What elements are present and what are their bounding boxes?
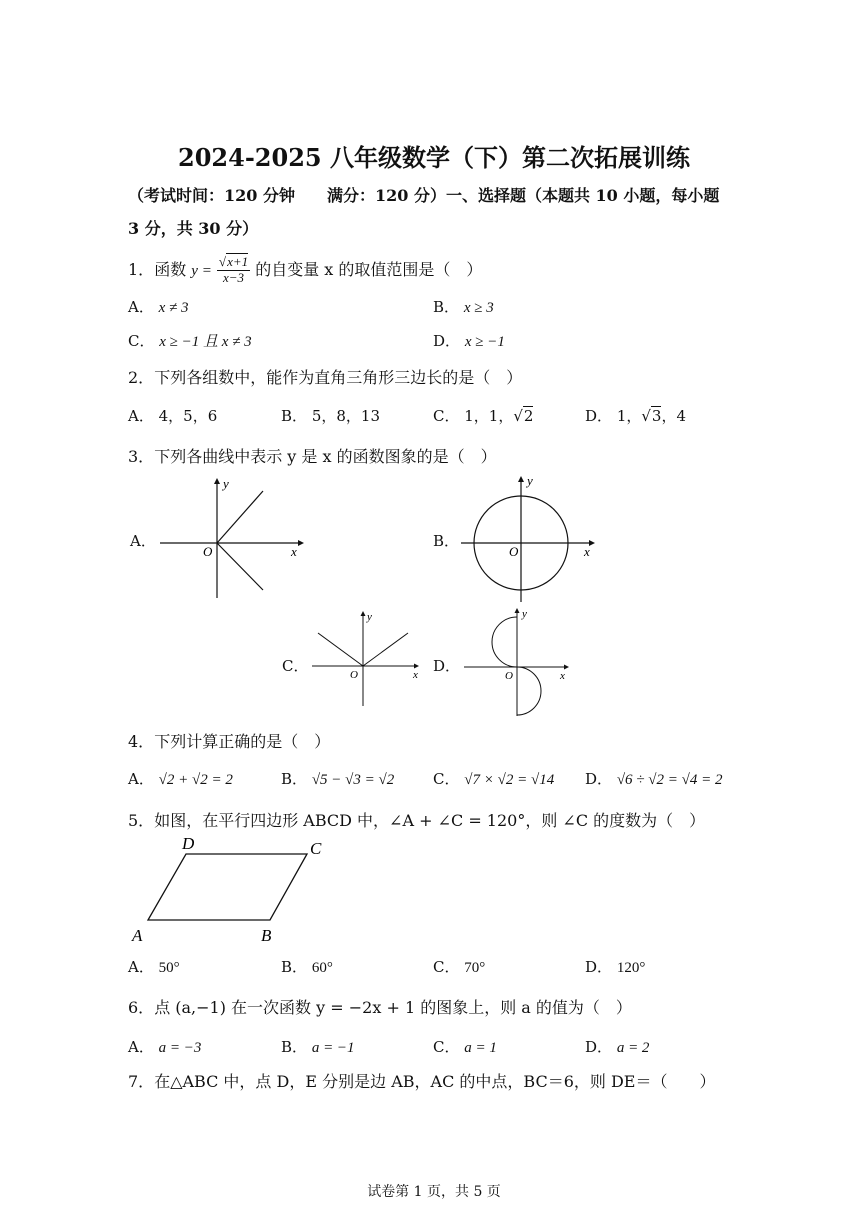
question-6-option-a[interactable]: A． a = −3 xyxy=(128,1038,202,1056)
question-4-option-b[interactable]: B． √5 − √3 = √2 xyxy=(281,770,395,788)
question-4-option-d[interactable]: D． √6 ÷ √2 = √4 = 2 xyxy=(585,770,723,788)
question-3-option-d[interactable]: D． xyxy=(433,657,461,675)
question-6-option-c[interactable]: C． a = 1 xyxy=(433,1038,497,1056)
graph-b-origin: O xyxy=(509,544,519,559)
question-1-fraction-denominator: x−3 xyxy=(222,269,245,285)
question-7: 7．在△ABC 中，点 D，E 分别是边 AB，AC 的中点，BC＝6，则 DE＝（ ） xyxy=(128,1072,716,1091)
graph-d-y-label: y xyxy=(522,608,527,620)
question-6-option-b[interactable]: B． a = −1 xyxy=(281,1038,355,1056)
question-2: 2．下列各组数中，能作为直角三角形三边长的是（ ） xyxy=(128,368,523,387)
graph-d-origin: O xyxy=(505,670,513,682)
question-1-option-d[interactable]: D． x ≥ −1 xyxy=(433,332,505,350)
page-footer: 试卷第 1 页，共 5 页 xyxy=(367,1184,501,1200)
question-1-fraction: $\frac{√x+1}{x-3}$ xyxy=(218,254,249,285)
graph-d-x-label: x xyxy=(560,670,565,682)
graph-a-origin: O xyxy=(203,544,213,559)
question-1 xyxy=(128,255,482,286)
graph-c-origin: O xyxy=(350,669,358,681)
question-4-option-a[interactable]: A． √2 + √2 = 2 xyxy=(128,770,233,788)
question-2-option-d[interactable]: D． 1，√3，4 xyxy=(585,407,687,425)
question-2-option-a[interactable]: A． 4，5，6 xyxy=(128,407,218,425)
question-1-option-c[interactable]: C． x ≥ −1 且 x ≠ 3 xyxy=(128,332,252,350)
question-5-option-d[interactable]: D． 120° xyxy=(585,958,646,976)
question-1-fx: y = xyxy=(191,262,212,279)
graph-c-x-label: x xyxy=(413,669,418,681)
exam-info-line-2: 3 分，共 30 分） xyxy=(128,219,259,238)
question-2-option-b[interactable]: B． 5，8，13 xyxy=(281,407,380,425)
graph-b-y-label: y xyxy=(527,473,533,488)
question-5-option-b[interactable]: B． 60° xyxy=(281,958,333,976)
question-4: 4．下列计算正确的是（ ） xyxy=(128,732,331,751)
page-title: 2024-2025 八年级数学（下）第二次拓展训练 xyxy=(178,143,690,172)
question-1-option-a[interactable]: A． x ≠ 3 xyxy=(128,298,189,316)
question-6-option-d[interactable]: D． a = 2 xyxy=(585,1038,650,1056)
question-3: 3．下列各曲线中表示 y 是 x 的函数图象的是（ ） xyxy=(128,447,497,466)
question-5-parallelogram xyxy=(128,834,338,948)
question-6: 6．点 (a,−1) 在一次函数 y = −2x + 1 的图象上，则 a 的值为（ ） xyxy=(128,998,632,1017)
question-5-option-c[interactable]: C． 70° xyxy=(433,958,486,976)
question-3-option-b[interactable]: B． xyxy=(433,532,460,550)
question-3-graph-c xyxy=(308,608,426,708)
question-5-option-a[interactable]: A． 50° xyxy=(128,958,180,976)
vertex-a-label: A xyxy=(132,926,143,945)
exam-info-line-1: （考试时间：120 分钟 满分：120 分）一、选择题（本题共 10 小题，每小题 xyxy=(128,186,720,205)
graph-a-x-label: x xyxy=(291,544,297,559)
question-1-stem-after: 的自变量 x 的取值范围是（ ） xyxy=(255,259,483,279)
question-1-option-b[interactable]: B． x ≥ 3 xyxy=(433,298,494,316)
question-4-option-c[interactable]: C． √7 × √2 = √14 xyxy=(433,770,555,788)
question-3-option-c[interactable]: C． xyxy=(282,657,309,675)
question-5: 5．如图，在平行四边形 ABCD 中，∠A + ∠C = 120°，则 ∠C 的度数为（ ） xyxy=(128,811,706,830)
question-3-graph-b xyxy=(458,472,600,604)
question-3-graph-d xyxy=(460,604,575,718)
vertex-d-label: D xyxy=(182,834,195,853)
question-1-fraction-numerator: x+1 xyxy=(227,254,249,269)
graph-a-y-label: y xyxy=(223,476,229,491)
vertex-c-label: C xyxy=(310,839,322,858)
question-1-stem-before: 函数 xyxy=(154,259,187,279)
question-3-option-a[interactable]: A． xyxy=(130,532,156,550)
question-2-option-c[interactable]: C． 1，1，√2 xyxy=(433,407,534,425)
question-1-number: 1． xyxy=(128,259,155,279)
graph-b-x-label: x xyxy=(584,544,590,559)
vertex-b-label: B xyxy=(261,926,272,945)
graph-c-y-label: y xyxy=(367,611,372,623)
question-3-graph-a xyxy=(155,476,305,601)
